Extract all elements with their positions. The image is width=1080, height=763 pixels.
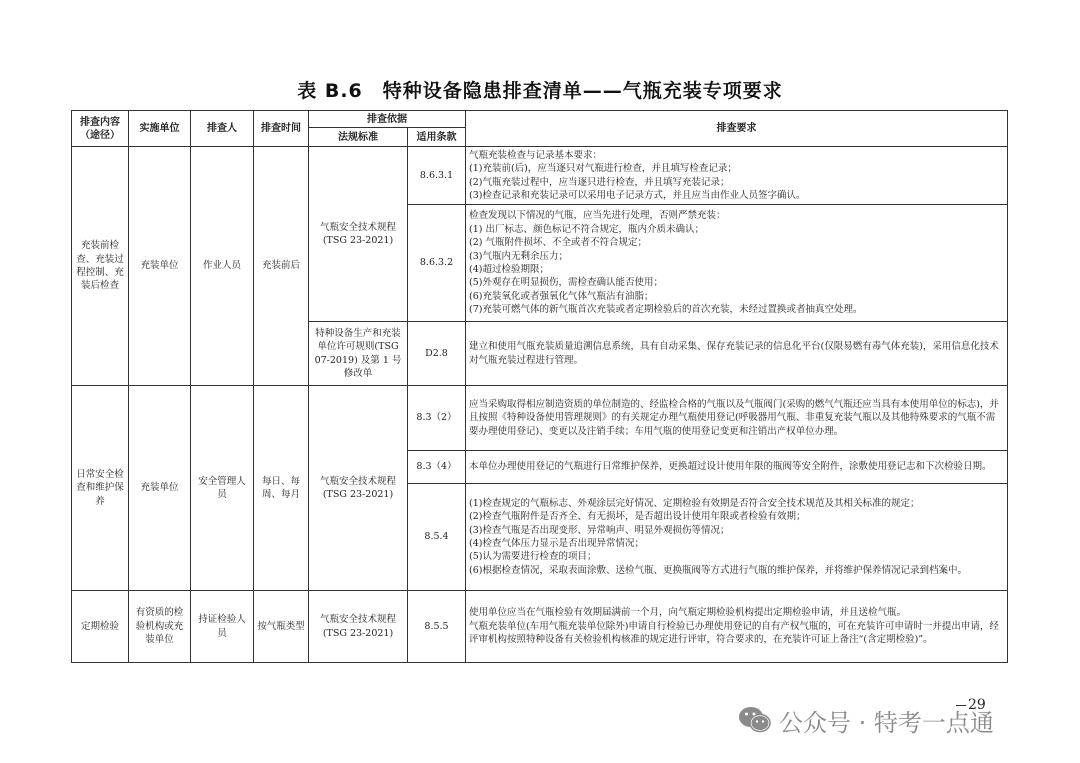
header-requirement: 排查要求	[466, 111, 1008, 147]
header-content: 排查内容（途径）	[72, 111, 129, 147]
req-line: (7)充装可燃气体的新气瓶首次充装或者定期检验后的首次充装，未经过置换或者抽真空处理。	[469, 304, 863, 316]
req-line: (6)充装氧化或者强氧化气体气瓶沾有油脂；	[469, 290, 654, 302]
s3-requirement	[466, 591, 1008, 663]
header-basis: 排查依据	[309, 111, 466, 128]
header-regulation: 法规标准	[309, 128, 408, 147]
req-line: (5)认为需要进行检查的项目；	[469, 551, 597, 563]
s1-requirement-b: 建立和使用气瓶充装质量追溯信息系统，具有自动采集、保存充装记录的信息化平台(仅限易燃有毒气体充装)，采用信息化技术对气瓶充装过程进行管理。	[469, 341, 999, 366]
req-line: 气瓶充装检查与记录基本要求：	[469, 149, 603, 161]
watermark-text: 公众号 · 特考一点通	[779, 708, 994, 737]
req-line: (2)气瓶充装过程中，应当逐只进行检查，并且填写充装记录；	[469, 176, 730, 188]
inspection-table	[71, 110, 1008, 663]
s1-requirement-a2	[466, 205, 1008, 322]
table-row	[72, 147, 1008, 205]
req-line: (1) 出厂标志、颜色标记不符合规定，瓶内介质未确认；	[469, 223, 704, 235]
s1-person: 作业人员	[191, 147, 254, 386]
s2-requirement-2-cell	[466, 451, 1008, 484]
s2-requirement-3	[466, 484, 1008, 591]
wechat-icon	[737, 705, 773, 735]
s1-requirement-a1	[466, 147, 1008, 205]
req-line: (2)检查气瓶附件是否齐全、有无损坏，是否超出设计使用年限或者检验有效期；	[469, 511, 806, 523]
header-time: 排查时间	[254, 111, 309, 147]
s1-clause-a1: 8.6.3.1	[408, 147, 466, 205]
s2-unit: 充装单位	[129, 386, 191, 591]
s1-regulation-b: 特种设备生产和充装单位许可规则(TSG 07-2019) 及第 1 号修改单	[309, 322, 408, 386]
req-line: 检查发现以下情况的气瓶，应当先进行处理，否则严禁充装：	[469, 210, 726, 222]
req-line: (4)超过检验期限；	[469, 264, 549, 275]
s2-requirement-1-cell	[466, 386, 1008, 451]
header-unit: 实施单位	[129, 111, 191, 147]
s2-clause-3: 8.5.4	[408, 484, 466, 591]
s3-unit: 有资质的检验机构或充装单位	[129, 591, 191, 663]
s3-time: 按气瓶类型	[254, 591, 309, 663]
req-line: (1)检查规定的气瓶标志、外观涂层完好情况、定期检验有效期是否符合安全技术规范及其相关标准的规定；	[469, 497, 920, 509]
s1-clause-a2: 8.6.3.2	[408, 205, 466, 322]
s1-clause-b: D2.8	[408, 322, 466, 386]
s1-content: 充装前检查、充装过程控制、充装后检查	[72, 147, 129, 386]
req-line: (6)根据检查情况，采取表面涂敷、送检气瓶、更换瓶阀等方式进行气瓶的维护保养，并将维护保养情况记录到档案中。	[469, 564, 967, 576]
s2-clause-1: 8.3（2）	[408, 386, 466, 451]
header-row-1	[72, 111, 1008, 128]
s3-person: 持证检验人员	[191, 591, 254, 663]
req-line: (3)检查记录和充装记录可以采用电子记录方式，并且应当由作业人员签字确认。	[469, 189, 806, 201]
header-clause: 适用条款	[408, 128, 466, 147]
table-title: 表 B.6 特种设备隐患排查清单——气瓶充装专项要求	[297, 80, 783, 102]
req-line: 使用单位应当在气瓶检验有效期届满前一个月，向气瓶定期检验机构提出定期检验申请，并且送检气瓶。	[469, 607, 907, 619]
req-line: 气瓶充装单位(车用气瓶充装单位除外)申请自行检验已办理使用登记的自有产权气瓶的，可在充装许可申请时一并提出申请，经评审机构按照特种设备有关检验机构核准的规定进行评审，符合要求的，在充装许可证上备注“(含定期检验)”。	[469, 620, 999, 646]
req-line: (3)气瓶内无剩余压力；	[469, 250, 568, 262]
req-line: (2) 气瓶附件损坏、不全或者不符合规定；	[469, 237, 647, 249]
req-line: (1)充装前(后)，应当逐只对气瓶进行检查，并且填写检查记录；	[469, 163, 737, 175]
s2-person: 安全管理人员	[191, 386, 254, 591]
header-person: 排查人	[191, 111, 254, 147]
table-row	[72, 386, 1008, 451]
watermark	[737, 704, 994, 736]
s2-time: 每日、每周、每月	[254, 386, 309, 591]
s2-regulation: 气瓶安全技术规程(TSG 23-2021)	[309, 386, 408, 591]
table-row	[72, 591, 1008, 663]
s2-requirement-2: 本单位办理使用登记的气瓶进行日常维护保养，更换超过设计使用年限的瓶阀等安全附件，涂敷使用登记志和下次检验日期。	[469, 461, 992, 473]
s3-regulation: 气瓶安全技术规程(TSG 23-2021)	[309, 591, 408, 663]
s3-clause: 8.5.5	[408, 591, 466, 663]
s2-content: 日常安全检查和维护保养	[72, 386, 129, 591]
req-line: (4)检查气体压力显示是否出现异常情况；	[469, 538, 644, 549]
s1-time: 充装前后	[254, 147, 309, 386]
req-line: (5)外观存在明显损伤，需检查确认能否使用；	[469, 277, 663, 289]
s2-clause-2: 8.3（4）	[408, 451, 466, 484]
s3-content: 定期检验	[72, 591, 129, 663]
s2-requirement-1: 应当采购取得相应制造资质的单位制造的、经监检合格的气瓶以及气瓶阀门(采购的燃气气瓶还应当具有本使用单位的标志)，并且按照《特种设备使用管理规则》的有关规定办理气瓶使用登记(呼吸器用气瓶、非重复充装气瓶以及其他特殊要求的气瓶不需要办理使用登记)、变更以及注销手续；车用气瓶的使用登记变更和注销出产权单位办理。	[469, 398, 999, 437]
s1-unit: 充装单位	[129, 147, 191, 386]
s1-regulation-a: 气瓶安全技术规程(TSG 23-2021)	[309, 147, 408, 322]
s1-requirement-b-cell	[466, 322, 1008, 386]
req-line: (3)检查气瓶是否出现变形、异常响声、明显外观损伤等情况；	[469, 524, 730, 536]
page-number: 29	[968, 697, 986, 713]
